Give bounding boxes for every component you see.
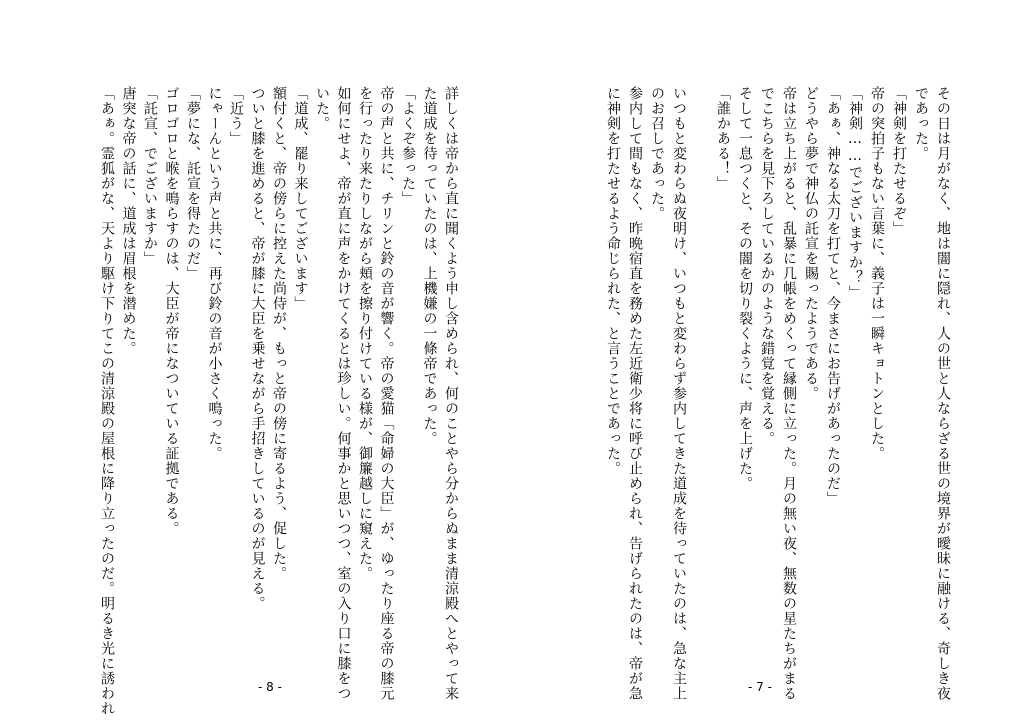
text-line: でこちらを見下ろしているかのような錯覚を覚える。	[759, 86, 775, 446]
text-line: 帝は立ち上がると、乱暴に几帳をめくって縁側に立った。月の無い夜、無数の星たちがまる	[781, 86, 797, 701]
text-line: その日は月がなく、地は闇に隠れ、人の世と人ならざる世の境界が曖昧に融ける、奇しき夜	[935, 86, 951, 701]
text-line: いた。	[314, 86, 330, 131]
text-line: そして一息つくと、その闇を切り裂くように、声を上げた。	[737, 86, 753, 491]
text-line: 詳しくは帝から直に聞くよう申し含められ、何のことやら分からぬまま清涼殿へとやって来	[443, 86, 459, 701]
text-line: 「神剣を打たせるぞ」	[891, 86, 907, 236]
text-line: 「託宣、でございますか」	[142, 86, 158, 266]
text-line: ゴロゴロと喉を鳴らすのは、大臣が帝になついている証拠である。	[163, 86, 180, 536]
text-line: のお召しであった。	[649, 86, 665, 221]
text-line: にゃーんという声と共に、再び鈴の音が小さく鳴った。	[206, 86, 223, 461]
text-line: 「よくぞ参った」	[400, 86, 416, 206]
text-line: 「夢にな、託宣を得たのだ」	[185, 86, 201, 281]
text-line: 「近う」	[228, 86, 244, 146]
text-line: 参内して間もなく、昨晩宿直を務めた左近衛少将に呼び止められ、告げられたのは、帝が急	[627, 86, 643, 701]
text-line: どうやら夢で神仏の託宣を賜ったようである。	[803, 86, 819, 401]
page-number: - 8 -	[258, 680, 282, 694]
text-line: 「あぁ、神なる太刀を打てと、今まさにお告げがあったのだ」	[825, 86, 841, 506]
text-line: を行ったり来たりしながら頬を擦り付けている様が、御簾越しに窺えた。	[357, 86, 373, 581]
text-line: に神剣を打たせるよう命じられた、と言うことであった。	[605, 86, 621, 476]
text-line: 「あぁ。霊狐がな、天より駆け下りてこの清涼殿の屋根に降り立ったのだ。明るき光に誘われ	[99, 86, 115, 716]
text-line: ついと膝を進めると、帝が膝に大臣を乗せながら手招きしているのが見える。	[249, 86, 266, 611]
text-line: いつもと変わらぬ夜明け、いつもと変わらず参内してきた道成を待っていたのは、急な主上	[671, 86, 687, 701]
text-line: 額付くと、帝の傍らに控えた尚侍が、もっと帝の傍に寄るよう、促した。	[271, 86, 287, 581]
text-line: であった。	[913, 86, 929, 161]
text-line: 如何にせよ、帝が直に声をかけてくるとは珍しい。何事かと思いつつ、室の入り口に膝をつ	[335, 86, 352, 701]
text-line: 帝の声と共に、チリンと鈴の音が響く。帝の愛猫「命婦の大臣」が、ゆったり座る帝の膝元	[378, 86, 395, 701]
text-line: た道成を待っていたのは、上機嫌の一條帝であった。	[421, 86, 438, 446]
text-line: 唐突な帝の話に、道成は眉根を潜めた。	[120, 86, 137, 356]
text-line: 「神剣……でございますか？」	[847, 86, 863, 300]
right-page	[512, 0, 1024, 721]
text-line: 帝の突拍子もない言葉に、義子は一瞬キョトンとした。	[869, 86, 885, 461]
page-number: - 7 -	[748, 680, 772, 694]
text-line: 「誰かある！」	[715, 86, 731, 191]
text-line: 「道成、罷り来してございます」	[292, 86, 309, 311]
